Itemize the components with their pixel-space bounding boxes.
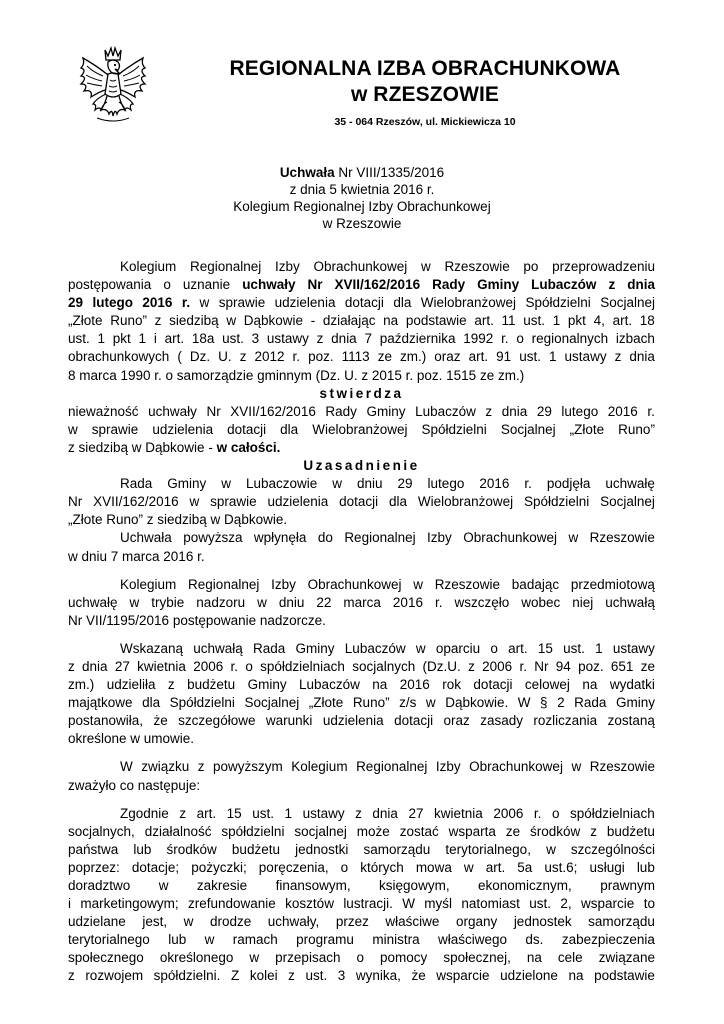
paragraph-line: Wskazaną uchwałą Rada Gminy Lubaczów w oparciu o art. 15 ust. 1 ustawy (120, 640, 655, 656)
paragraph-line: udzielane jest, w drodze uchwały, przez właściwe organy jednostek samorządu (68, 914, 655, 930)
paragraph-line: Nr VII/1195/2016 postępowanie nadzorcze. (68, 612, 326, 628)
institution-name: REGIONALNA IZBA OBRACHUNKOWA (229, 57, 621, 80)
paragraph-line: nieważność uchwały Nr XVII/162/2016 Rady Gminy Lubaczów z dnia 29 lutego 2016 r. (68, 403, 655, 419)
paragraph-line: w sprawie udzielenia dotacji dla Wielobranżowej Spółdzielni Socjalnej „Złote Runo” (68, 421, 655, 437)
resolution-college: Kolegium Regionalnej Izby Obrachunkowej (233, 199, 491, 214)
paragraph-line: ust. 1 pkt 1 i art. 18a ust. 3 ustawy z dnia 7 października 1992 r. o regionalnych izbach (68, 331, 655, 347)
document-body (68, 258, 655, 986)
paragraph-line: 29 lutego 2016 r. w sprawie udzielenia dotacji dla Wielobranżowej Spółdzielni Socjalnej (68, 295, 655, 311)
resolution-number (100, 164, 624, 181)
paragraph-line: Nr XVII/162/2016 w sprawie udzielenia dotacji dla Wielobranżowej Spółdzielni Socjalnej (68, 494, 655, 510)
paragraph-line: Uchwała powyższa wpłynęła do Regionalnej Izby Obrachunkowej w Rzeszowie (120, 530, 655, 546)
heading-uzasadnienie: Uzasadnienie (303, 458, 420, 474)
paragraph-line: uchwałę w trybie nadzoru w dniu 22 marca 2016 r. wszczęło wobec niej uchwałą (68, 594, 655, 610)
paragraph-line: państwa lub środków budżetu jednostki samorządu terytorialnego, w szczególności (68, 841, 655, 857)
paragraph-line: Kolegium Regionalnej Izby Obrachunkowej w Rzeszowie badając przedmiotową (120, 576, 655, 592)
paragraph-line: 8 marca 1990 r. o samorządzie gminnym (Dz. U. z 2015 r. poz. 1515 ze zm.) (68, 367, 525, 383)
paragraph-line: Zgodnie z art. 15 ust. 1 ustawy z dnia 27 kwietnia 2006 r. o spółdzielniach (120, 805, 655, 821)
paragraph-line: z siedzibą w Dąbkowie - w całości. (68, 439, 281, 455)
paragraph-line: obrachunkowych ( Dz. U. z 2012 r. poz. 1113 ze zm.) oraz art. 91 ust. 1 ustawy z dnia (68, 349, 655, 365)
resolution-heading (100, 164, 624, 232)
paragraph-line: „Złote Runo” z siedzibą w Dąbkowie. (68, 512, 288, 528)
paragraph-line: z dnia 27 kwietnia 2006 r. o spółdzielniach socjalnych (Dz.U. z 2006 r. Nr 94 poz. 651 ze (68, 658, 655, 674)
paragraph-line: postanowiła, że szczegółowe warunki udzielenia dotacji oraz zasady rozliczania zostaną (68, 713, 655, 729)
paragraph-line: doradztwo w zakresie finansowym, księgowym, ekonomicznym, prawnym (68, 878, 655, 893)
paragraph-line: socjalnych, działalność spółdzielni socjalnej może zostać wsparta ze środków z budżetu (68, 823, 655, 839)
paragraph-line: zm.) udzieliła z budżetu Gminy Lubaczów na 2016 rok dotacji celowej na wydatki (68, 677, 655, 693)
resolution-number-text: Nr VIII/1335/2016 (334, 165, 445, 180)
paragraph-line: „Złote Runo” z siedzibą w Dąbkowie - działając na podstawie art. 11 ust. 1 pkt 4, art. 18 (68, 313, 655, 329)
paragraph-line: W związku z powyższym Kolegium Regionalnej Izby Obrachunkowej w Rzeszowie (120, 759, 655, 775)
institution-address: 35 - 064 Rzeszów, ul. Mickiewicza 10 (334, 116, 516, 128)
paragraph-line: Rada Gminy w Lubaczowie w dniu 29 lutego 2016 r. podjęła uchwałę (120, 476, 655, 492)
institution-city: w RZESZOWIE (350, 83, 500, 106)
resolution-city: w Rzeszowie (322, 216, 402, 231)
paragraph-line: poprzez: dotacje; pożyczki; poręczenia, o których mowa w art. 5a ust.6; usługi lub (68, 859, 655, 875)
paragraph-line: terytorialnego lub w ramach programu ministra właściwego ds. zabezpieczenia (68, 932, 655, 948)
paragraph-line: majątkowe dla Spółdzielni Socjalnej „Złote Runo” z/s w Dąbkowie. W § 2 Rada Gminy (68, 695, 655, 711)
paragraph-line: społecznego określonego w przepisach o pomocy społecznej, na cele związane (68, 950, 655, 966)
paragraph-line: postępowania o uznanie uchwały Nr XVII/162/2016 Rady Gminy Lubaczów z dnia (68, 277, 655, 293)
paragraph-line: w dniu 7 marca 2016 r. (68, 548, 205, 564)
paragraph-line: z rozwojem spółdzielni. Z kolei z ust. 3 wynika, że wsparcie udzielone na podstawie (68, 968, 655, 984)
resolution-date: z dnia 5 kwietnia 2016 r. (289, 182, 435, 197)
paragraph-line: Kolegium Regionalnej Izby Obrachunkowej w Rzeszowie po przeprowadzeniu (120, 259, 655, 274)
paragraph-line: zważyło co następuje: (68, 777, 201, 793)
paragraph-line: określone w umowie. (68, 731, 195, 747)
polish-eagle-icon (75, 44, 151, 130)
heading-stwierdza: stwierdza (319, 385, 404, 401)
paragraph-line: i marketingowym; zrefundowanie kosztów lustracji. W myśl natomiast ust. 2, wsparcie to (68, 896, 655, 912)
resolution-label: Uchwała (279, 165, 335, 180)
